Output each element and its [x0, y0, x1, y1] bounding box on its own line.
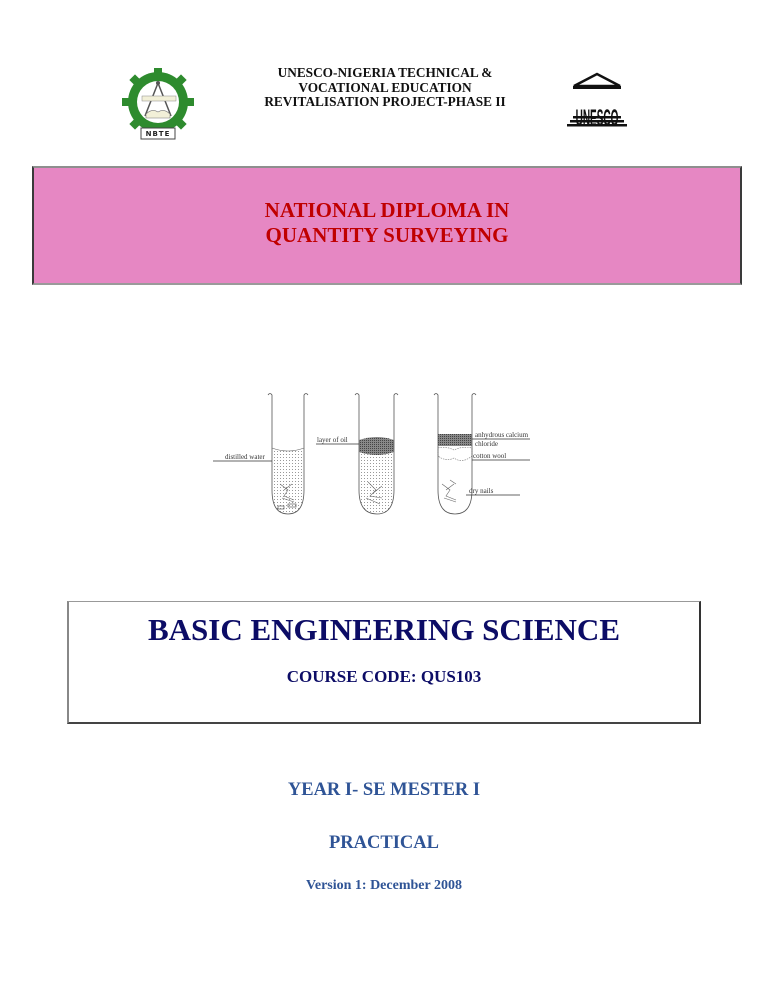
project-header — [230, 66, 540, 110]
course-code: COURSE CODE: QUS103 — [286, 667, 482, 686]
nbte-logo-text: NBTE — [145, 130, 171, 138]
programme-title-line-1: NATIONAL DIPLOMA IN — [264, 198, 510, 222]
unesco-logo-text — [575, 90, 619, 116]
programme-title — [34, 198, 740, 248]
label-distilled-water: distilled water — [225, 453, 265, 461]
version-info: Version 1: December 2008 — [306, 878, 462, 893]
unesco-logo — [566, 72, 628, 130]
header-line-1: UNESCO-NIGERIA TECHNICAL & — [277, 65, 493, 80]
test-tube-2 — [316, 394, 398, 515]
course-title: BASIC ENGINEERING SCIENCE — [147, 612, 620, 647]
rusting-experiment-diagram — [210, 390, 540, 520]
label-chloride: chloride — [475, 440, 498, 448]
label-cotton-wool: cotton wool — [473, 452, 507, 460]
nbte-logo — [118, 68, 198, 142]
header-line-3: REVITALISATION PROJECT-PHASE II — [264, 94, 506, 109]
label-layer-of-oil: layer of oil — [317, 436, 348, 444]
programme-banner — [32, 166, 742, 285]
course-type: PRACTICAL — [329, 833, 439, 853]
course-box — [67, 601, 701, 724]
label-dry-nails: dry nails — [469, 487, 494, 495]
header-line-2: VOCATIONAL EDUCATION — [298, 79, 472, 95]
test-tube-3 — [434, 394, 530, 515]
test-tube-1 — [213, 394, 308, 515]
programme-title-line-2: QUANTITY SURVEYING — [265, 223, 509, 247]
year-semester: YEAR I- SE MESTER I — [287, 780, 481, 800]
label-anhydrous-calcium: anhydrous calcium — [475, 431, 529, 439]
